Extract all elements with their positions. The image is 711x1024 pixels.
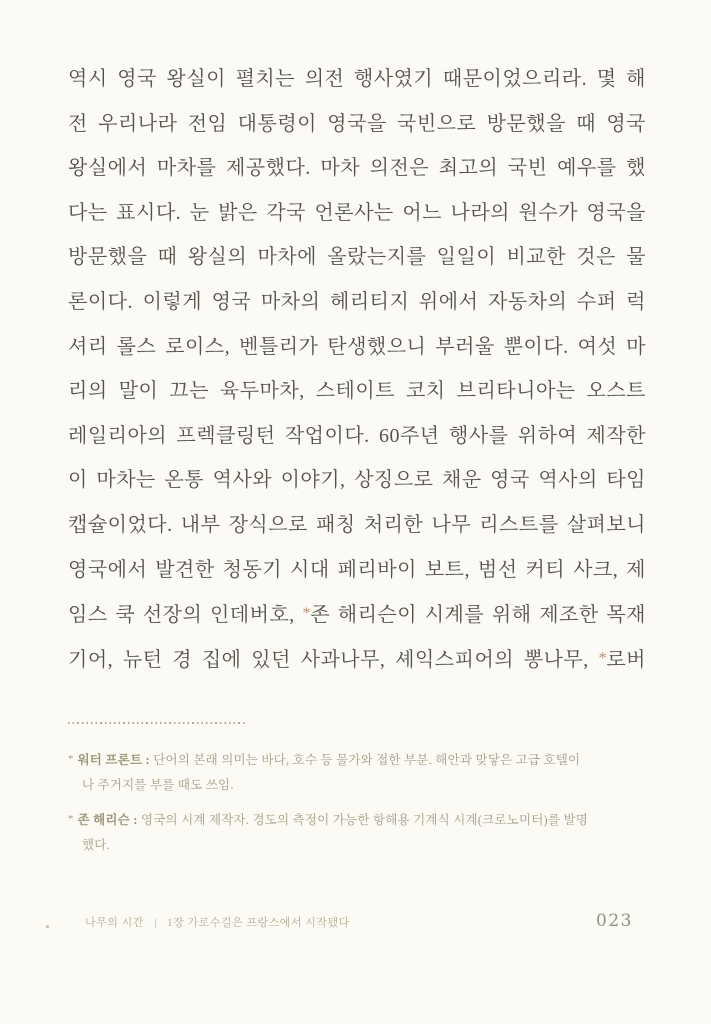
footnote-first-line: * 워터 프론트 : 단어의 본래 의미는 바다, 호수 등 물가와 접한 부분. 해안과 맞닿은 고급 호텔이 [68, 753, 581, 767]
body-text-line: 론이다. 이렇게 영국 마차의 헤리티지 위에서 자동차의 수퍼 럭 [68, 290, 646, 313]
body-text-line: 기어, 뉴턴 경 집에 있던 사과나무, 셰익스피어의 뽕나무, *로버 [68, 648, 646, 671]
body-text-line: 이 마차는 온통 역사와 이야기, 상징으로 채운 영국 역사의 타임 [68, 469, 646, 492]
body-text-line: 임스 쿡 선장의 인데버호, *존 해리슨이 시계를 위해 제조한 목재 [68, 604, 646, 627]
footnote-reference-asterisk: * [302, 605, 311, 623]
body-text-line: 방문했을 때 왕실의 마차에 올랐는지를 일일이 비교한 것은 물 [68, 246, 646, 269]
footnote-reference-asterisk: * [598, 649, 607, 667]
body-text-line: 전 우리나라 전임 대통령이 영국을 국빈으로 방문했을 때 영국 [68, 112, 646, 135]
footnote-continuation-line: 나 주거지를 부를 때도 쓰임. [82, 778, 234, 792]
body-text-line: 다는 표시다. 눈 밝은 각국 언론사는 어느 나라의 원수가 영국을 [68, 201, 646, 224]
page-number: 023 [596, 911, 633, 931]
footnote-continuation-line: 했다. [82, 838, 110, 852]
body-text-line: 캡슐이었다. 내부 장식으로 패칭 처리한 나무 리스트를 살펴보니 [68, 513, 646, 536]
running-footer [85, 916, 350, 930]
body-text-line: 영국에서 발견한 청동기 시대 페리바이 보트, 범선 커티 사크, 제 [68, 558, 646, 581]
footnote-item [68, 747, 656, 798]
chapter-title: 1장 가로수길은 프랑스에서 시작됐다 [167, 917, 350, 929]
body-text-line: 역시 영국 왕실이 펼치는 의전 행사였기 때문이었으리라. 몇 해 [68, 68, 646, 90]
footer-tick-mark [46, 925, 49, 928]
footnote-separator [68, 722, 245, 724]
footnote-term: 존 해리슨 : [77, 813, 138, 827]
body-text-line: 셔리 롤스 로이스, 벤틀리가 탄생했으니 부러울 뿐이다. 여섯 마 [68, 335, 646, 358]
body-text-line: 리의 말이 끄는 육두마차, 스테이트 코치 브리타니아는 오스트 [68, 380, 646, 403]
footnote-asterisk: * [68, 754, 74, 765]
body-text-line: 왕실에서 마차를 제공했다. 마차 의전은 최고의 국빈 예우를 했 [68, 157, 646, 180]
footnote-term: 워터 프론트 : [77, 753, 150, 767]
body-paragraph [68, 57, 646, 681]
footnotes-block [68, 747, 656, 867]
footnote-first-line: * 존 해리슨 : 영국의 시계 제작자. 경도의 측정이 가능한 항해용 기계식 시계(크로노미터)를 발명 [68, 813, 589, 827]
footnote-asterisk: * [68, 814, 74, 825]
footnote-item [68, 807, 656, 858]
book-title: 나무의 시간 [85, 917, 144, 929]
footer-divider: | [154, 917, 157, 929]
body-text-line: 레일리아의 프렉클링턴 작업이다. 60주년 행사를 위하여 제작한 [68, 424, 646, 447]
